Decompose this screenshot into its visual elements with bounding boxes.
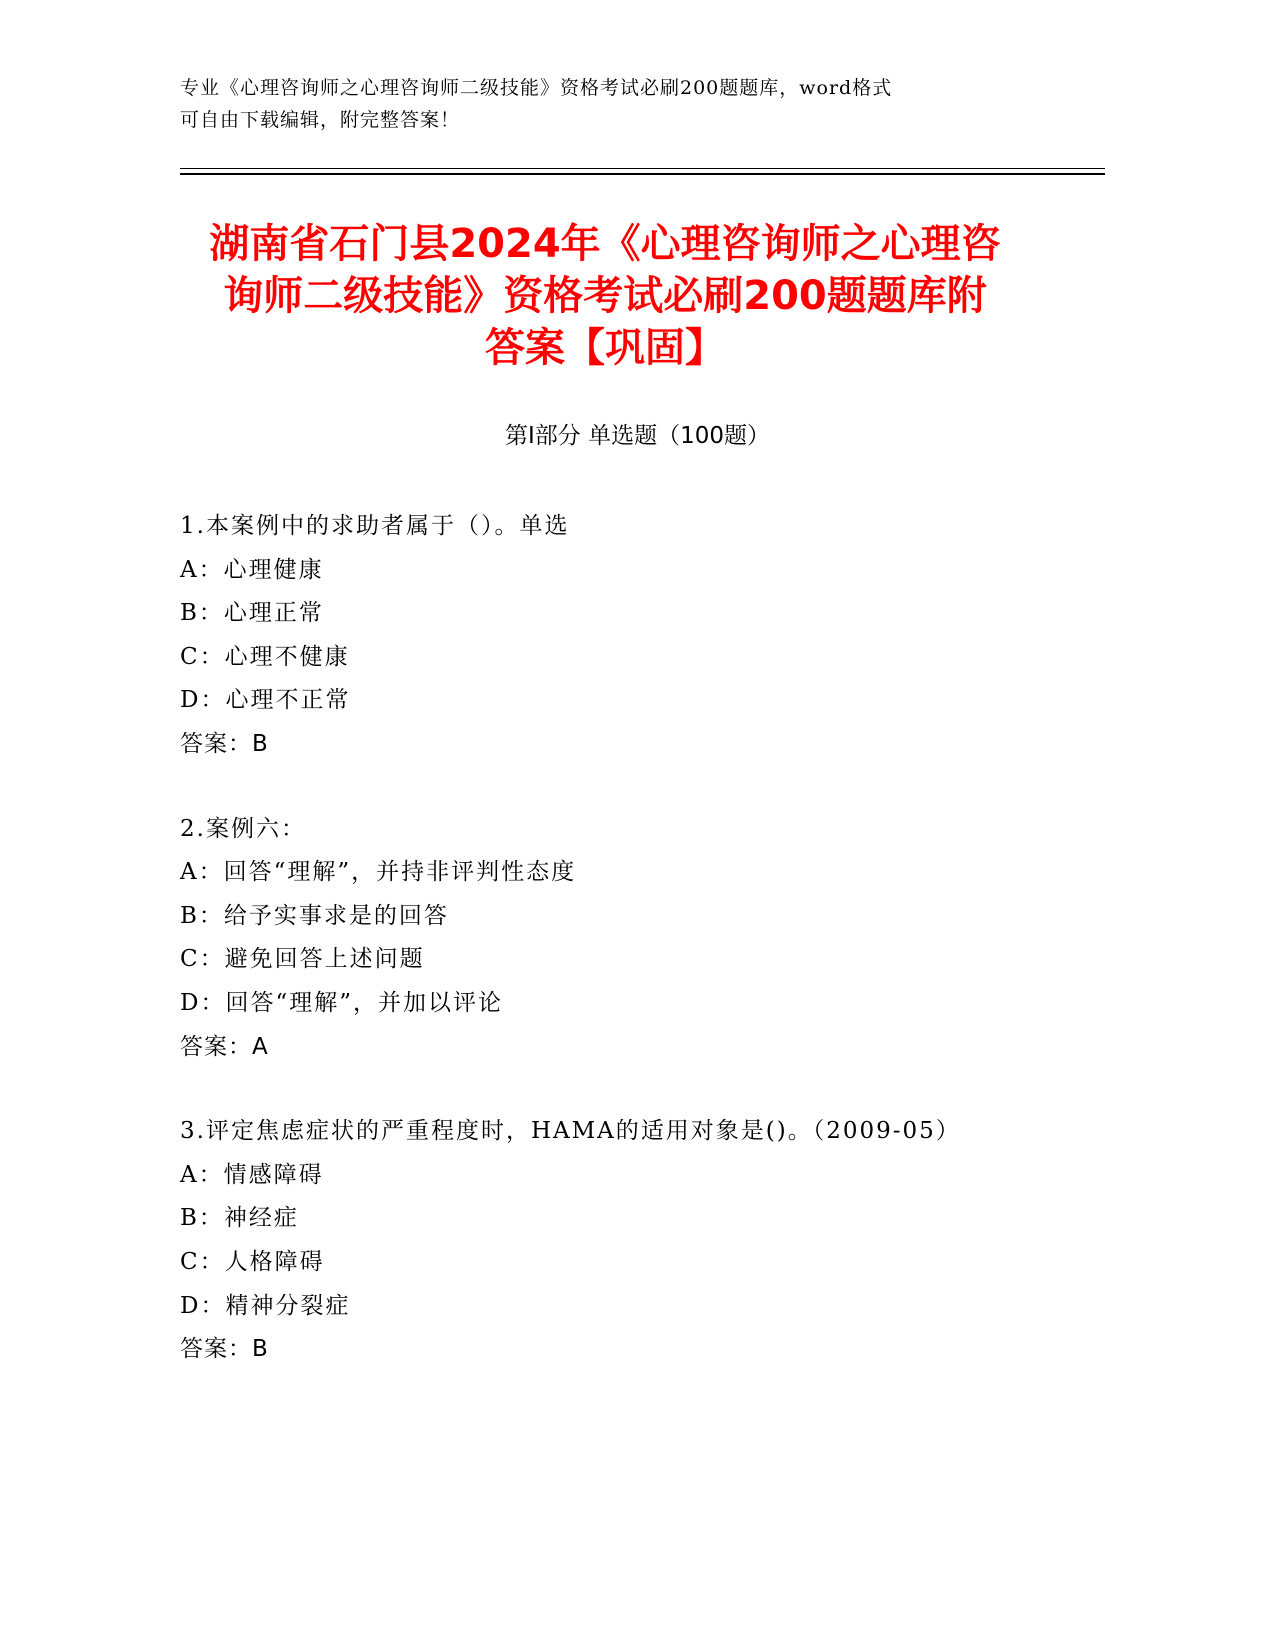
header-note-line2: 可自由下载编辑，附完整答案！	[180, 109, 461, 131]
option-c: C：心理不健康	[180, 643, 350, 670]
header-rule-thin	[180, 168, 1105, 169]
question-2	[180, 808, 1130, 1070]
option-a: A：回答“理解”，并持非评判性态度	[180, 859, 577, 886]
answer-line: 答案：B	[180, 730, 269, 757]
title-line2: 询师二级技能》资格考试必刷200题题库附	[223, 273, 987, 319]
answer-line: 答案：B	[180, 1336, 269, 1363]
title-line3: 答案【巩固】	[485, 325, 725, 371]
section-heading: 第Ⅰ部分 单选题（100题）	[505, 423, 770, 449]
question-1	[180, 505, 1130, 767]
question-3	[180, 1110, 1130, 1372]
option-a: A：心理健康	[180, 556, 324, 583]
header-rule-thick	[180, 173, 1105, 175]
title-line1: 湖南省石门县2024年《心理咨询师之心理咨	[209, 221, 1001, 267]
option-c: C：避免回答上述问题	[180, 946, 425, 973]
option-d: D：精神分裂症	[180, 1292, 351, 1319]
answer-line: 答案：A	[180, 1033, 269, 1060]
option-c: C：人格障碍	[180, 1248, 325, 1275]
document-title	[150, 218, 1060, 374]
option-b: B：心理正常	[180, 600, 324, 627]
question-text: 1.本案例中的求助者属于（）。单选	[180, 513, 570, 539]
option-b: B：神经症	[180, 1205, 299, 1232]
header-note	[180, 72, 1030, 136]
option-b: B：给予实事求是的回答	[180, 902, 449, 929]
option-a: A：情感障碍	[180, 1161, 324, 1188]
option-d: D：心理不正常	[180, 687, 351, 714]
question-text: 2.案例六：	[180, 815, 306, 842]
question-list	[180, 505, 1130, 1413]
option-d: D：回答“理解”，并加以评论	[180, 989, 503, 1016]
header-note-line1: 专业《心理咨询师之心理咨询师二级技能》资格考试必刷200题题库，word格式	[180, 77, 893, 99]
question-text: 3.评定焦虑症状的严重程度时，HAMA的适用对象是()。（2009-05）	[180, 1118, 961, 1145]
